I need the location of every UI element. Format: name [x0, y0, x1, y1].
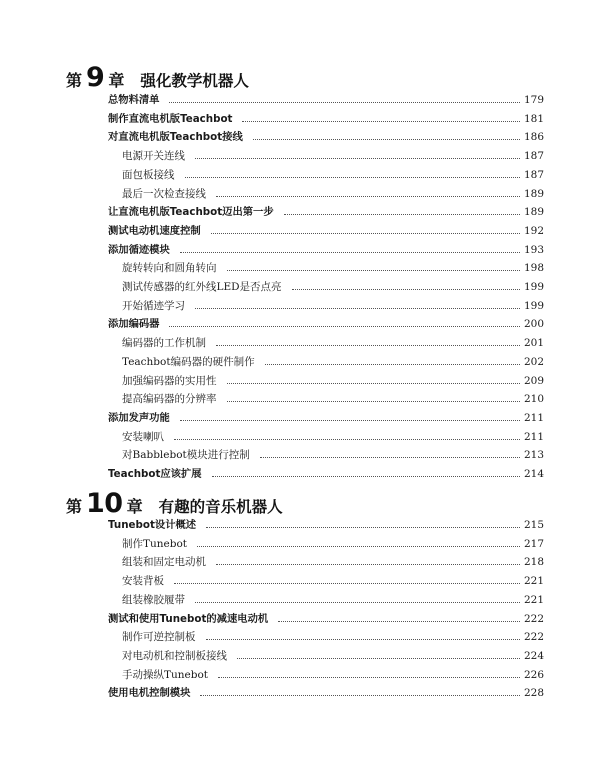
toc-subentry — [122, 334, 544, 352]
toc-subentry — [122, 666, 544, 684]
dot-leader — [278, 620, 520, 622]
entry-page-number: 218 — [523, 556, 544, 569]
toc-subentry — [122, 647, 544, 665]
entry-label: 面包板接线 — [122, 168, 175, 181]
entry-page-number: 209 — [523, 374, 544, 387]
dot-leader — [218, 676, 520, 678]
chapter-suffix: 章 — [108, 71, 125, 90]
entry-page-number: 181 — [523, 112, 544, 125]
dot-leader — [292, 288, 520, 290]
dot-leader — [185, 176, 520, 178]
toc-subentry — [122, 166, 544, 184]
entry-label: 使用电机控制模块 — [108, 687, 191, 700]
entry-label: Teachbot编码器的硬件制作 — [122, 355, 255, 368]
entry-label: 测试传感器的红外线LED是否点亮 — [122, 281, 282, 293]
entry-label: 让直流电机版Teachbot迈出第一步 — [108, 206, 274, 219]
entry-label: 手动操纵Tunebot — [122, 668, 209, 681]
toc-subentry — [122, 259, 544, 277]
toc-subentry — [122, 446, 544, 464]
toc-subentry — [122, 278, 544, 296]
entry-page-number: 199 — [523, 281, 544, 293]
toc-subentry — [122, 297, 544, 315]
dot-leader — [211, 232, 520, 234]
dot-leader — [180, 419, 520, 421]
entry-label: 测试和使用Tunebot的减速电动机 — [108, 612, 269, 625]
entry-page-number: 189 — [523, 206, 544, 219]
toc-entry — [108, 610, 544, 628]
entry-label: 制作可逆控制板 — [122, 631, 196, 644]
dot-leader — [212, 475, 520, 477]
chapter-heading — [66, 62, 249, 94]
entry-label: 对电动机和控制板接线 — [122, 649, 227, 662]
dot-leader — [180, 251, 520, 253]
toc-subentry — [122, 185, 544, 203]
entry-page-number: 192 — [523, 224, 544, 237]
entry-page-number: 221 — [523, 575, 544, 588]
dot-leader — [169, 325, 519, 327]
toc-entry — [108, 241, 544, 259]
entry-label: 旋转转向和圆角转向 — [122, 262, 217, 275]
entry-label: 最后一次检查接线 — [122, 187, 206, 200]
entry-page-number: 199 — [523, 299, 544, 312]
entry-page-number: 179 — [523, 94, 544, 106]
entry-label: 测试电动机速度控制 — [108, 224, 201, 237]
toc-subentry — [122, 535, 544, 553]
toc-subentry — [122, 572, 544, 590]
entry-label: 开始循迹学习 — [122, 299, 185, 312]
toc-entry — [108, 222, 544, 240]
dot-leader — [174, 582, 520, 584]
toc-subentry — [122, 591, 544, 609]
entry-label: 对直流电机版Teachbot接线 — [108, 131, 243, 144]
entry-label: 组装橡胶履带 — [122, 593, 185, 606]
dot-leader — [195, 157, 520, 159]
toc-subentry — [122, 372, 544, 390]
dot-leader — [195, 307, 520, 309]
entry-page-number: 222 — [523, 631, 544, 644]
dot-leader — [174, 438, 520, 440]
dot-leader — [216, 195, 520, 197]
dot-leader — [242, 120, 519, 122]
dot-leader — [260, 456, 520, 458]
dot-leader — [200, 694, 520, 696]
chapter-number: 10 — [86, 488, 123, 519]
entry-label: Tunebot设计概述 — [108, 519, 197, 531]
toc-subentry — [122, 147, 544, 165]
entry-label: 对Babblebot模块进行控制 — [122, 449, 250, 462]
entry-label: Teachbot应该扩展 — [108, 468, 202, 480]
entry-page-number: 214 — [523, 468, 544, 480]
entry-label: 添加发声功能 — [108, 411, 170, 424]
dot-leader — [197, 545, 520, 547]
entry-page-number: 198 — [523, 262, 544, 275]
chapter-prefix: 第 — [66, 497, 83, 516]
toc-entry — [108, 91, 544, 109]
toc-subentry — [122, 553, 544, 571]
entry-page-number: 213 — [523, 449, 544, 462]
entry-page-number: 187 — [523, 150, 544, 163]
toc-entry — [108, 516, 544, 534]
entry-page-number: 211 — [523, 411, 544, 424]
entry-page-number: 211 — [523, 430, 544, 443]
entry-page-number: 187 — [523, 168, 544, 181]
entry-label: 制作Tunebot — [122, 537, 188, 550]
entry-page-number: 189 — [523, 187, 544, 200]
dot-leader — [206, 638, 520, 640]
dot-leader — [253, 138, 520, 140]
dot-leader — [216, 563, 520, 565]
chapter-prefix: 第 — [66, 71, 83, 90]
entry-page-number: 222 — [523, 612, 544, 625]
entry-label: 总物料清单 — [108, 94, 160, 106]
dot-leader — [265, 363, 520, 365]
toc-entry — [108, 684, 544, 702]
entry-page-number: 193 — [523, 243, 544, 256]
toc-entry — [108, 128, 544, 146]
toc-subentry — [122, 390, 544, 408]
dot-leader — [169, 101, 519, 103]
entry-label: 添加循迹模块 — [108, 243, 170, 256]
entry-label: 编码器的工作机制 — [122, 337, 206, 350]
entry-label: 安装喇叭 — [122, 430, 164, 443]
chapter-title: 强化教学机器人 — [140, 72, 249, 90]
dot-leader — [216, 344, 520, 346]
dot-leader — [237, 657, 520, 659]
dot-leader — [284, 213, 520, 215]
entry-page-number: 202 — [523, 355, 544, 368]
entry-page-number: 186 — [523, 131, 544, 144]
entry-label: 提高编码器的分辨率 — [122, 393, 217, 406]
dot-leader — [206, 526, 520, 528]
toc-entry — [108, 110, 544, 128]
entry-label: 制作直流电机版Teachbot — [108, 112, 233, 125]
entry-page-number: 215 — [523, 519, 544, 531]
chapter-suffix: 章 — [126, 497, 143, 516]
toc-subentry — [122, 628, 544, 646]
entry-label: 组装和固定电动机 — [122, 556, 206, 569]
entry-page-number: 200 — [523, 318, 544, 331]
dot-leader — [227, 382, 520, 384]
entry-label: 加强编码器的实用性 — [122, 374, 217, 387]
entry-label: 电源开关连线 — [122, 150, 185, 163]
dot-leader — [227, 400, 520, 402]
entry-page-number: 226 — [523, 668, 544, 681]
chapter-number: 9 — [86, 62, 105, 93]
toc-subentry — [122, 428, 544, 446]
entry-label: 安装背板 — [122, 575, 164, 588]
dot-leader — [195, 601, 520, 603]
toc-entry — [108, 315, 544, 333]
entry-label: 添加编码器 — [108, 318, 160, 331]
entry-page-number: 201 — [523, 337, 544, 350]
entry-page-number: 221 — [523, 593, 544, 606]
entry-page-number: 224 — [523, 649, 544, 662]
entry-page-number: 228 — [523, 687, 544, 700]
dot-leader — [227, 269, 520, 271]
toc-entry — [108, 203, 544, 221]
entry-page-number: 210 — [523, 393, 544, 406]
toc-subentry — [122, 353, 544, 371]
entry-page-number: 217 — [523, 537, 544, 550]
toc-entry — [108, 409, 544, 427]
toc-entry — [108, 465, 544, 483]
chapter-title: 有趣的音乐机器人 — [158, 498, 283, 516]
